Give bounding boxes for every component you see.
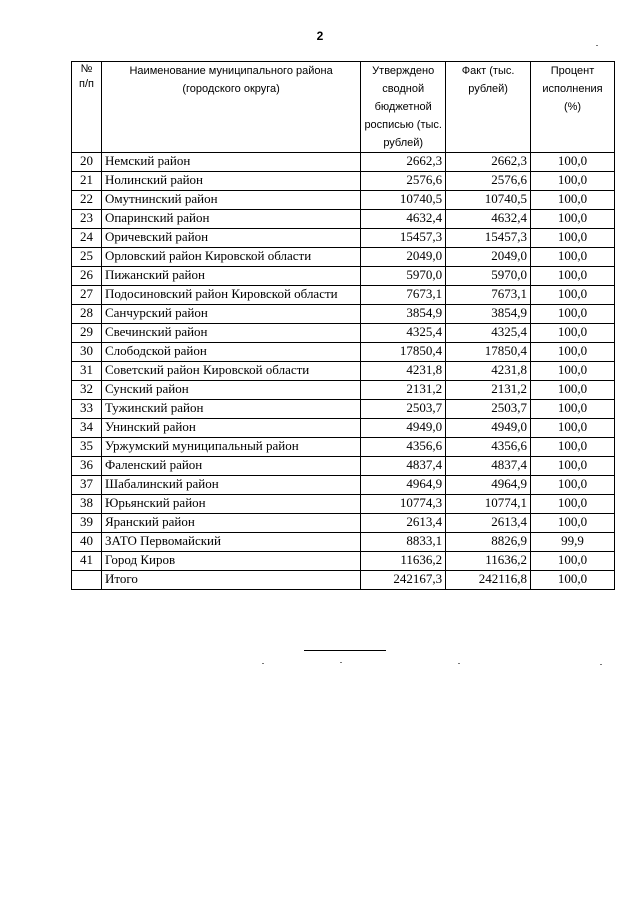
execution-percent: 100,0 xyxy=(531,457,615,476)
header-approved: Утверждено сводной бюджетной росписью (тыс. рублей) xyxy=(361,62,446,153)
table-row xyxy=(72,267,615,286)
row-number: 27 xyxy=(72,286,102,305)
execution-percent: 100,0 xyxy=(531,514,615,533)
table-row xyxy=(72,248,615,267)
table-row xyxy=(72,286,615,305)
approved-amount: 4837,4 xyxy=(361,457,446,476)
district-name: Пижанский район xyxy=(101,267,360,286)
district-name: Санчурский район xyxy=(101,305,360,324)
total-actual: 242116,8 xyxy=(446,571,531,590)
row-number: 39 xyxy=(72,514,102,533)
actual-amount: 4325,4 xyxy=(446,324,531,343)
approved-amount: 2049,0 xyxy=(361,248,446,267)
table-row xyxy=(72,324,615,343)
actual-amount: 4964,9 xyxy=(446,476,531,495)
district-name: Подосиновский район Кировской области xyxy=(101,286,360,305)
district-name: Опаринский район xyxy=(101,210,360,229)
table-row xyxy=(72,362,615,381)
row-number: 40 xyxy=(72,533,102,552)
actual-amount: 2662,3 xyxy=(446,153,531,172)
actual-amount: 17850,4 xyxy=(446,343,531,362)
approved-amount: 2131,2 xyxy=(361,381,446,400)
execution-percent: 100,0 xyxy=(531,229,615,248)
total-number-cell xyxy=(72,571,102,590)
execution-percent: 100,0 xyxy=(531,438,615,457)
table-row xyxy=(72,457,615,476)
row-number: 29 xyxy=(72,324,102,343)
actual-amount: 3854,9 xyxy=(446,305,531,324)
table-row xyxy=(72,210,615,229)
approved-amount: 4356,6 xyxy=(361,438,446,457)
header-percent: Процент исполнения (%) xyxy=(531,62,615,153)
table-row xyxy=(72,343,615,362)
scan-speck xyxy=(340,662,342,663)
execution-percent: 100,0 xyxy=(531,191,615,210)
table-row xyxy=(72,419,615,438)
total-row xyxy=(72,571,615,590)
header-row xyxy=(72,62,615,153)
approved-amount: 2503,7 xyxy=(361,400,446,419)
header-number: № п/п xyxy=(72,62,102,153)
total-percent: 100,0 xyxy=(531,571,615,590)
district-name: Унинский район xyxy=(101,419,360,438)
table-row xyxy=(72,400,615,419)
district-name: Нолинский район xyxy=(101,172,360,191)
district-name: Город Киров xyxy=(101,552,360,571)
row-number: 32 xyxy=(72,381,102,400)
district-name: Тужинский район xyxy=(101,400,360,419)
row-number: 25 xyxy=(72,248,102,267)
district-name: Фаленский район xyxy=(101,457,360,476)
approved-amount: 2576,6 xyxy=(361,172,446,191)
execution-percent: 100,0 xyxy=(531,305,615,324)
approved-amount: 15457,3 xyxy=(361,229,446,248)
execution-percent: 100,0 xyxy=(531,286,615,305)
district-name: ЗАТО Первомайский xyxy=(101,533,360,552)
approved-amount: 4964,9 xyxy=(361,476,446,495)
actual-amount: 2576,6 xyxy=(446,172,531,191)
row-number: 23 xyxy=(72,210,102,229)
row-number: 22 xyxy=(72,191,102,210)
table-row xyxy=(72,381,615,400)
row-number: 37 xyxy=(72,476,102,495)
actual-amount: 2049,0 xyxy=(446,248,531,267)
execution-percent: 99,9 xyxy=(531,533,615,552)
scan-speck xyxy=(600,664,602,665)
total-label: Итого xyxy=(101,571,360,590)
approved-amount: 4949,0 xyxy=(361,419,446,438)
row-number: 35 xyxy=(72,438,102,457)
actual-amount: 4632,4 xyxy=(446,210,531,229)
table-body xyxy=(72,153,615,590)
actual-amount: 2131,2 xyxy=(446,381,531,400)
total-approved: 242167,3 xyxy=(361,571,446,590)
approved-amount: 10774,3 xyxy=(361,495,446,514)
table-header xyxy=(72,62,615,153)
approved-amount: 4632,4 xyxy=(361,210,446,229)
district-name: Немский район xyxy=(101,153,360,172)
execution-percent: 100,0 xyxy=(531,324,615,343)
approved-amount: 2662,3 xyxy=(361,153,446,172)
table-row xyxy=(72,438,615,457)
scan-speck xyxy=(458,663,460,664)
district-name: Орловский район Кировской области xyxy=(101,248,360,267)
actual-amount: 15457,3 xyxy=(446,229,531,248)
row-number: 20 xyxy=(72,153,102,172)
actual-amount: 2503,7 xyxy=(446,400,531,419)
execution-percent: 100,0 xyxy=(531,172,615,191)
execution-percent: 100,0 xyxy=(531,153,615,172)
district-name: Яранский район xyxy=(101,514,360,533)
actual-amount: 11636,2 xyxy=(446,552,531,571)
approved-amount: 5970,0 xyxy=(361,267,446,286)
page-number: 2 xyxy=(316,29,324,43)
actual-amount: 4231,8 xyxy=(446,362,531,381)
execution-percent: 100,0 xyxy=(531,419,615,438)
actual-amount: 2613,4 xyxy=(446,514,531,533)
district-name: Советский район Кировской области xyxy=(101,362,360,381)
table-row xyxy=(72,495,615,514)
approved-amount: 4231,8 xyxy=(361,362,446,381)
row-number: 28 xyxy=(72,305,102,324)
actual-amount: 5970,0 xyxy=(446,267,531,286)
district-name: Оричевский район xyxy=(101,229,360,248)
execution-percent: 100,0 xyxy=(531,248,615,267)
execution-percent: 100,0 xyxy=(531,552,615,571)
execution-percent: 100,0 xyxy=(531,476,615,495)
table-row xyxy=(72,552,615,571)
row-number: 24 xyxy=(72,229,102,248)
row-number: 34 xyxy=(72,419,102,438)
actual-amount: 10774,1 xyxy=(446,495,531,514)
scan-speck xyxy=(262,663,264,664)
header-actual: Факт (тыс. рублей) xyxy=(446,62,531,153)
approved-amount: 17850,4 xyxy=(361,343,446,362)
district-name: Слободской район xyxy=(101,343,360,362)
actual-amount: 4949,0 xyxy=(446,419,531,438)
row-number: 30 xyxy=(72,343,102,362)
row-number: 38 xyxy=(72,495,102,514)
execution-percent: 100,0 xyxy=(531,267,615,286)
actual-amount: 8826,9 xyxy=(446,533,531,552)
table-row xyxy=(72,476,615,495)
table-row xyxy=(72,305,615,324)
header-name: Наименование муниципального района (городского округа) xyxy=(101,62,360,153)
actual-amount: 4837,4 xyxy=(446,457,531,476)
execution-percent: 100,0 xyxy=(531,210,615,229)
table-row xyxy=(72,514,615,533)
row-number: 36 xyxy=(72,457,102,476)
row-number: 26 xyxy=(72,267,102,286)
execution-percent: 100,0 xyxy=(531,400,615,419)
actual-amount: 7673,1 xyxy=(446,286,531,305)
approved-amount: 8833,1 xyxy=(361,533,446,552)
district-name: Юрьянский район xyxy=(101,495,360,514)
row-number: 31 xyxy=(72,362,102,381)
district-name: Омутнинский район xyxy=(101,191,360,210)
row-number: 41 xyxy=(72,552,102,571)
approved-amount: 7673,1 xyxy=(361,286,446,305)
approved-amount: 2613,4 xyxy=(361,514,446,533)
approved-amount: 10740,5 xyxy=(361,191,446,210)
table-row xyxy=(72,172,615,191)
district-name: Шабалинский район xyxy=(101,476,360,495)
table-row xyxy=(72,229,615,248)
approved-amount: 3854,9 xyxy=(361,305,446,324)
approved-amount: 4325,4 xyxy=(361,324,446,343)
footer-divider xyxy=(304,650,386,651)
district-name: Сунский район xyxy=(101,381,360,400)
actual-amount: 10740,5 xyxy=(446,191,531,210)
table-row xyxy=(72,191,615,210)
district-name: Уржумский муниципальный район xyxy=(101,438,360,457)
actual-amount: 4356,6 xyxy=(446,438,531,457)
execution-percent: 100,0 xyxy=(531,381,615,400)
row-number: 33 xyxy=(72,400,102,419)
execution-percent: 100,0 xyxy=(531,495,615,514)
execution-percent: 100,0 xyxy=(531,343,615,362)
scan-speck xyxy=(596,45,598,46)
table-row xyxy=(72,533,615,552)
execution-percent: 100,0 xyxy=(531,362,615,381)
table-row xyxy=(72,153,615,172)
budget-execution-table xyxy=(71,61,615,590)
district-name: Свечинский район xyxy=(101,324,360,343)
row-number: 21 xyxy=(72,172,102,191)
approved-amount: 11636,2 xyxy=(361,552,446,571)
